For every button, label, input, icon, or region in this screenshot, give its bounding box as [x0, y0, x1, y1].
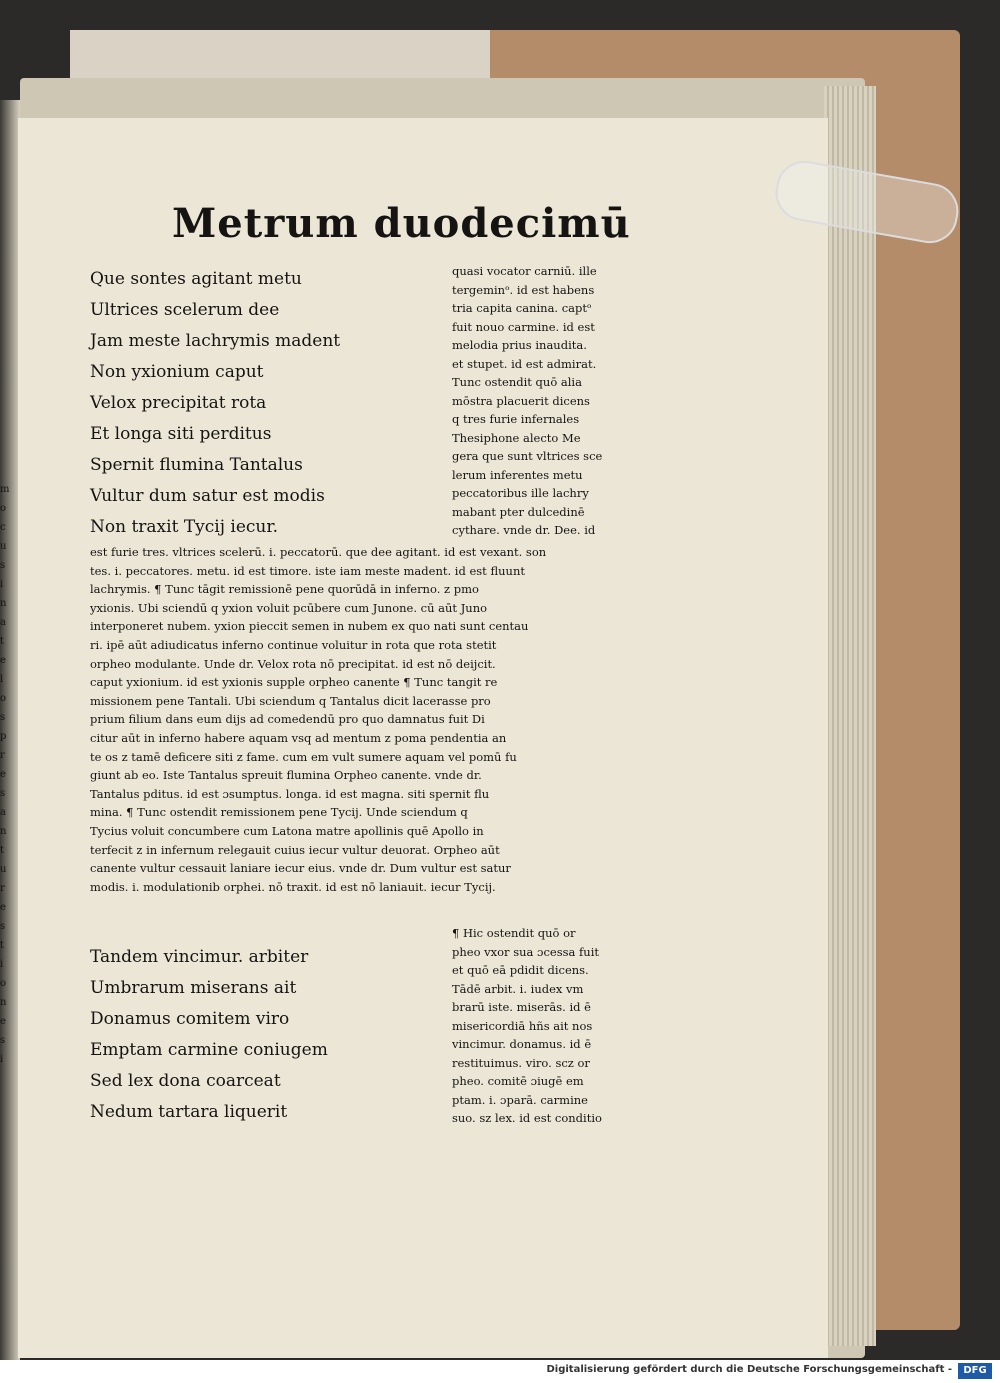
commentary-line: lachrymis. ¶ Tunc tāgit remissionē pene quorūdā in inferno. z pmo — [90, 582, 479, 597]
verse-line: Vultur dum satur est modis — [90, 486, 325, 506]
left-page-fragment: n — [0, 997, 7, 1008]
left-page-fragment: o — [0, 978, 7, 989]
gloss-line: et quō eā pdidit dicens. — [452, 963, 589, 977]
gloss-line: fuit nouo carmine. id est — [452, 319, 595, 334]
gloss-line: suo. sz lex. id est conditio — [452, 1111, 602, 1125]
commentary-line: yxionis. Ubi sciendū q yxion voluit pcūbere cum Junone. cū aūt Juno — [90, 600, 488, 615]
left-page-fragment: o — [0, 503, 7, 514]
left-page-fragment: u — [0, 541, 7, 552]
gloss-line: et stupet. id est admirat. — [452, 356, 597, 371]
commentary-line: te os z tamē deficere siti z fame. cum em vult sumere aquam vel pomū fu — [90, 749, 517, 764]
left-page-fragment: n — [0, 598, 7, 609]
dfg-logo: DFG — [958, 1363, 992, 1379]
commentary-line: giunt ab eo. Iste Tantalus spreuit flumina Orpheo canente. vnde dr. — [90, 768, 482, 783]
gloss-line: Thesiphone alecto Me — [452, 430, 581, 445]
gloss-line: ptam. i. ɔparā. carmine — [452, 1092, 588, 1107]
verse-line: Que sontes agitant metu — [90, 269, 302, 289]
gloss-block-2 — [452, 924, 652, 1128]
gloss-line: quasi vocator carniū. ille — [452, 264, 597, 278]
left-page-fragment: e — [0, 769, 6, 780]
gloss-line: Tunc ostendit quō alia — [452, 375, 582, 389]
footer-bar — [0, 1360, 1000, 1383]
commentary-line: terfecit z in infernum relegauit cuius iecur vultur deuorat. Orpheo aūt — [90, 842, 500, 857]
left-page-fragment: a — [0, 617, 6, 628]
gloss-line: lerum inferentes metu — [452, 467, 583, 482]
verse-line: Non traxit Tycij iecur. — [90, 517, 279, 537]
left-page-fragment: l — [0, 674, 4, 685]
left-page-fragment: t — [0, 940, 5, 951]
page-title: Metrum duodecimū — [172, 200, 631, 247]
commentary-line: citur aūt in inferno habere aquam vsq ad mentum z poma pendentia an — [90, 730, 507, 745]
left-page-fragment: s — [0, 560, 6, 571]
commentary-line: caput yxionium. id est yxionis supple orpheo canente ¶ Tunc tangit re — [90, 675, 498, 690]
gloss-line: tergeminᵒ. id est habens — [452, 282, 595, 297]
gloss-line: brarū iste. miserās. id ē — [452, 1000, 591, 1014]
gloss-line: melodia prius inaudita. — [452, 338, 587, 352]
left-page-fragment: s — [0, 1035, 6, 1046]
gloss-line: peccatoribus ille lachry — [452, 486, 589, 500]
left-page-fragment: i — [0, 1054, 4, 1065]
left-page-fragment: c — [0, 522, 6, 533]
verse-line: Tandem vincimur. arbiter — [90, 947, 309, 967]
verse-line: Umbrarum miserans ait — [90, 978, 297, 998]
left-page-fragment: e — [0, 655, 6, 666]
commentary-line: canente vultur cessauit laniare iecur eius. vnde dr. Dum vultur est satur — [90, 861, 511, 876]
gloss-line: pheo vxor sua ɔcessa fuit — [452, 944, 599, 959]
gloss-line: ¶ Hic ostendit quō or — [452, 926, 576, 940]
left-page-fragment: p — [0, 731, 7, 742]
verse-line: Non yxionium caput — [90, 362, 264, 382]
left-page-fragment: r — [0, 883, 5, 894]
gloss-line: mōstra placuerit dicens — [452, 393, 590, 408]
gloss-line: mabant pter dulcedinē — [452, 504, 585, 519]
verse-line: Donamus comitem viro — [90, 1009, 290, 1029]
verse-line: Emptam carmine coniugem — [90, 1040, 328, 1060]
verse-line: Spernit flumina Tantalus — [90, 455, 303, 475]
left-page-fragment: s — [0, 788, 6, 799]
verse-line: Et longa siti perditus — [90, 424, 272, 444]
left-page-fragment: e — [0, 902, 6, 913]
gloss-line: Tādē arbit. i. iudex vm — [452, 981, 584, 996]
commentary-line: Tycius voluit concumbere cum Latona matre apollinis quē Apollo in — [90, 823, 484, 838]
left-page-fragment: t — [0, 845, 5, 856]
gloss-block-1 — [452, 262, 652, 540]
gloss-line: vincimur. donamus. id ē — [452, 1037, 592, 1051]
left-page-fragment: u — [0, 864, 7, 875]
gloss-line: cythare. vnde dr. Dee. id — [452, 523, 596, 537]
left-page-fragment: t — [0, 636, 5, 647]
verse-line: Nedum tartara liquerit — [90, 1102, 288, 1122]
gloss-line: tria capita canina. captᵒ — [452, 301, 592, 315]
commentary-line: interponeret nubem. yxion pieccit semen in nubem ex quo nati sunt centau — [90, 619, 529, 634]
verse-line: Velox precipitat rota — [90, 393, 267, 413]
left-page-fragment: a — [0, 807, 6, 818]
left-page-fragment: i — [0, 959, 4, 970]
left-page-fragment: i — [0, 579, 4, 590]
footer-credit: Digitalisierung gefördert durch die Deutsche Forschungsgemeinschaft - — [546, 1364, 952, 1375]
commentary-line: Tantalus pditus. id est ɔsumptus. longa. id est magna. siti spernit flu — [90, 786, 490, 801]
commentary-line: mina. ¶ Tunc ostendit remissionem pene Tycij. Unde sciendum q — [90, 805, 468, 820]
left-page-fragment: m — [0, 484, 10, 495]
left-page-fragment: o — [0, 693, 7, 704]
commentary-line: missionem pene Tantali. Ubi sciendum q Tantalus dicit lacerasse pro — [90, 693, 491, 708]
verse-line: Jam meste lachrymis madent — [90, 331, 341, 351]
gloss-line: pheo. comitē ɔiugē em — [452, 1074, 584, 1088]
left-page-fragment: n — [0, 826, 7, 837]
commentary-line: orpheo modulante. Unde dr. Velox rota nō precipitat. id est nō deijcit. — [90, 656, 496, 671]
left-page-fragment: e — [0, 1016, 6, 1027]
left-page-fragment: s — [0, 712, 6, 723]
verse-line: Ultrices scelerum dee — [90, 300, 280, 320]
verse-block-1 — [90, 264, 450, 543]
left-page-fragment: r — [0, 750, 5, 761]
commentary-line: tes. i. peccatores. metu. id est timore. iste iam meste madent. id est fluunt — [90, 563, 525, 578]
gloss-line: gera que sunt vltrices sce — [452, 449, 603, 463]
commentary-line: modis. i. modulationib orphei. nō traxit. id est nō laniauit. iecur Tycij. — [90, 879, 496, 894]
commentary-line: prium filium dans eum dijs ad comedendū pro quo damnatus fuit Di — [90, 712, 485, 727]
verse-block-2 — [90, 942, 450, 1128]
commentary-line: est furie tres. vltrices scelerū. i. peccatorū. que dee agitant. id est vexant. son — [90, 545, 547, 559]
commentary-block — [90, 543, 650, 896]
commentary-line: ri. ipē aūt adiudicatus inferno continue voluitur in rota que rota stetit — [90, 637, 497, 652]
gloss-line: q tres furie infernales — [452, 412, 580, 426]
verse-line: Sed lex dona coarceat — [90, 1071, 281, 1091]
left-page-fragment: s — [0, 921, 6, 932]
gloss-line: misericordiā hñs ait nos — [452, 1018, 593, 1033]
page-edges — [824, 86, 876, 1346]
gloss-line: restituimus. viro. scz or — [452, 1055, 590, 1070]
